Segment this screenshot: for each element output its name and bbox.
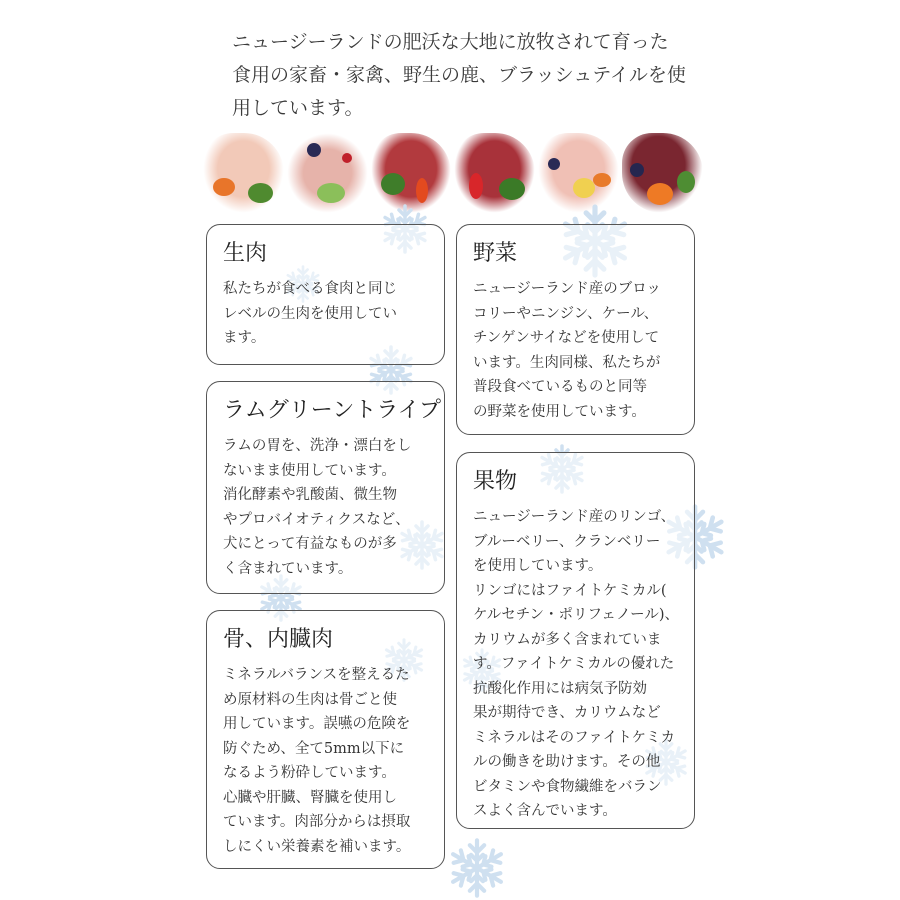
card-line: コリーやニンジン、ケール、 <box>473 305 659 322</box>
card-line: ブルーベリー、クランベリー <box>473 533 661 550</box>
card-title: 骨、内臓肉 <box>223 627 334 652</box>
card-line: ミネラルバランスを整えるた <box>223 667 410 683</box>
card-line: ないまま使用しています。 <box>223 462 396 479</box>
card-raw-meat <box>206 224 445 365</box>
card-line: め原材料の生肉は骨ごと使 <box>223 691 397 708</box>
card-line: す。ファイトケミカルの優れた <box>473 656 675 672</box>
chicken-meat-image <box>203 133 284 213</box>
card-line: チンゲンサイなどを使用して <box>473 330 660 346</box>
card-vegetables <box>456 224 695 435</box>
card-line: 心臓や肝臓、腎臓を使用し <box>223 789 397 806</box>
card-line: ミネラルはそのファイトケミカ <box>473 729 675 746</box>
card-line: ニュージーランド産のリンゴ、 <box>473 509 676 525</box>
red-meat-pepper-image <box>454 133 535 213</box>
card-line: ています。肉部分からは摂取 <box>223 814 411 830</box>
card-bone-organ <box>206 610 445 869</box>
poultry-berries-image <box>287 133 368 213</box>
intro-line: 食用の家畜・家禽、野生の鹿、ブラッシュテイルを使 <box>232 64 686 86</box>
intro-line: 用しています。 <box>232 97 364 119</box>
card-line: ラムの胃を、洗浄・漂白をし <box>223 438 412 454</box>
card-line: います。生肉同様、私たちが <box>473 354 661 371</box>
card-line: スよく含んでいます。 <box>473 803 617 819</box>
food-image-strip <box>203 133 703 213</box>
card-line: 犬にとって有益なものが多 <box>223 536 397 552</box>
card-fruits <box>456 452 695 829</box>
card-line: レベルの生肉を使用してい <box>223 305 397 322</box>
card-line: カリウムが多く含まれていま <box>473 631 662 648</box>
chicken-vegetables-image <box>538 133 619 213</box>
venison-berries-image <box>622 133 703 213</box>
card-line: 用しています。誤嚥の危険を <box>223 716 411 732</box>
card-title: ラムグリーントライプ <box>223 398 442 423</box>
card-line: を使用しています。 <box>473 558 603 574</box>
card-line: の野菜を使用しています。 <box>473 403 646 420</box>
card-line: リンゴにはファイトケミカル( <box>473 582 667 599</box>
card-line: ケルセチン・ポリフェノール)、 <box>473 607 680 623</box>
card-title: 果物 <box>473 469 518 494</box>
card-line: ルの働きを助けます。その他 <box>473 754 661 770</box>
card-line: ニュージーランド産のブロッ <box>473 281 661 297</box>
card-line: しにくい栄養素を補います。 <box>223 838 411 855</box>
card-title: 野菜 <box>473 241 518 266</box>
card-title: 生肉 <box>223 241 268 266</box>
card-line: 防ぐため、全て5mm以下に <box>223 740 405 757</box>
beef-cubes-image <box>371 133 452 213</box>
card-line: 消化酵素や乳酸菌、微生物 <box>223 487 397 503</box>
card-line: 普段食べているものと同等 <box>473 379 647 395</box>
card-line: なるよう粉砕しています。 <box>223 765 396 781</box>
card-line: 抗酸化作用には病気予防効 <box>473 680 647 697</box>
card-line: 私たちが食べる食肉と同じ <box>223 281 397 297</box>
card-line: ビタミンや食物繊維をバラン <box>473 778 662 795</box>
card-line: く含まれています。 <box>223 560 353 577</box>
intro-line: ニュージーランドの肥沃な大地に放牧されて育った <box>232 31 669 53</box>
intro-text <box>232 26 692 125</box>
card-lamb-tripe <box>206 381 445 594</box>
snowflake-icon <box>447 838 507 898</box>
card-line: ます。 <box>223 330 266 346</box>
card-line: 果が期待でき、カリウムなど <box>473 705 661 721</box>
card-line: やプロバイオティクスなど、 <box>223 511 410 528</box>
